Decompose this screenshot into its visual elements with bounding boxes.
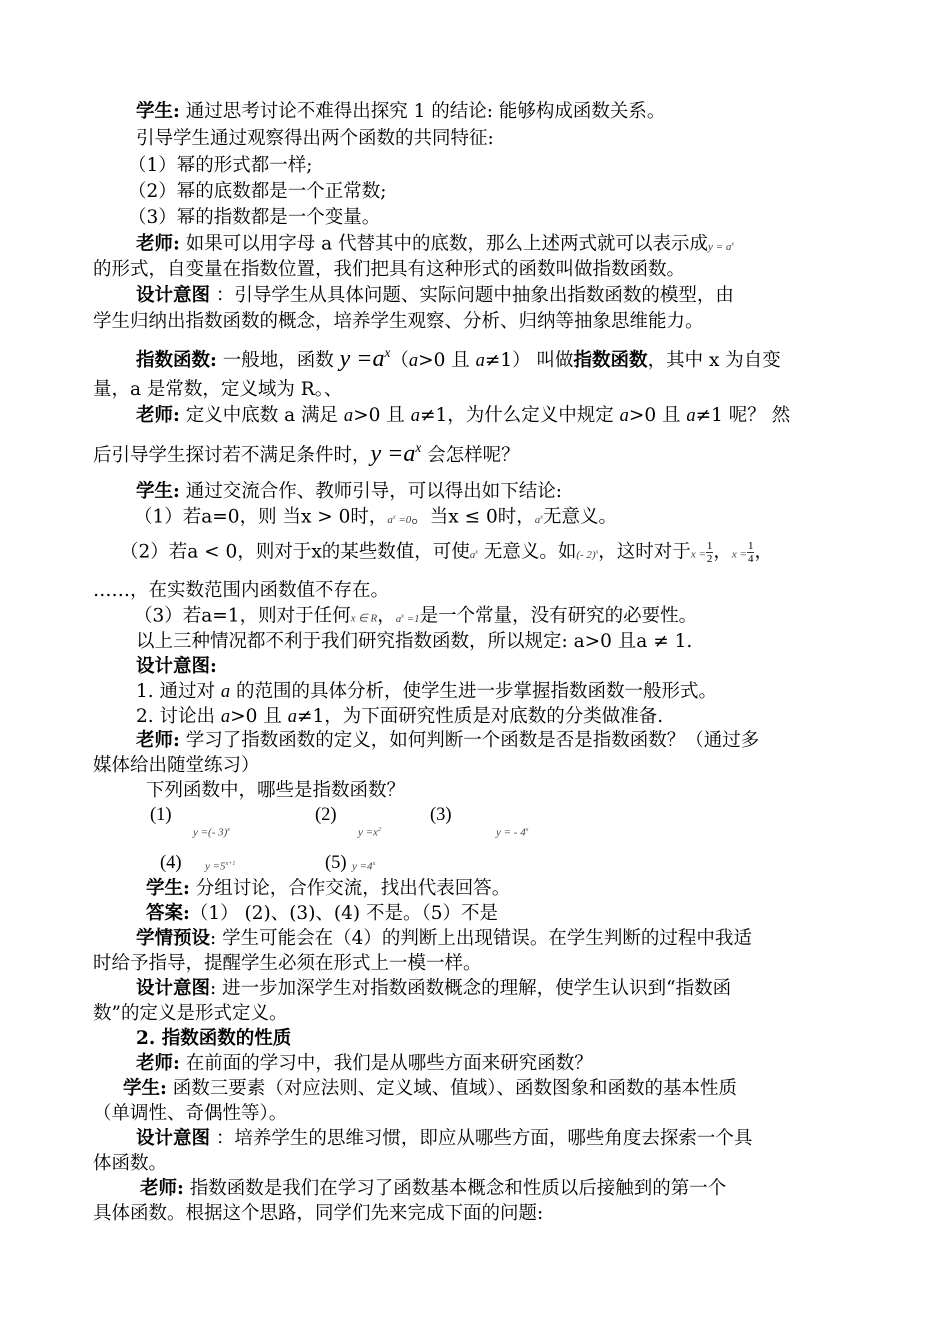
label: 指数函数:	[136, 350, 217, 371]
text-line: 以上三种情况都不利于我们研究指数函数，所以规定: a>0 且a ≠ 1.	[136, 631, 693, 652]
paragraph-teacher: 老师: 在前面的学习中，我们是从哪些方面来研究函数？	[136, 1053, 593, 1074]
section-heading: 2. 指数函数的性质	[136, 1028, 292, 1049]
text-line: 引导学生通过观察得出两个函数的共同特征:	[136, 128, 494, 149]
text-line: ……，在实数范围内函数值不存在。	[93, 580, 390, 601]
fraction: $\frac{1}{2}$	[706, 540, 713, 566]
text-line: 量，a 是常数，定义域为 R。、	[93, 379, 343, 400]
paragraph-teacher	[136, 232, 734, 259]
list-item: 1. 通过对 a 的范围的具体分析，使学生进一步掌握指数函数一般形式。	[136, 681, 718, 702]
paragraph-answer: 答案:（1） (2)、(3)、(4) 不是。（5）不是	[146, 903, 499, 924]
line-text: 通过思考讨论不难得出探究 1 的结论: 能够构成函数关系。	[179, 101, 666, 122]
speaker-label: 学生:	[136, 481, 180, 502]
paragraph-presupposition: 学情预设: 学生可能会在（4）的判断上出现错误。在学生判断的过程中我适	[136, 928, 752, 949]
text-line: 后引导学生探讨若不满足条件时，$y =a^x$ 会怎样呢？	[93, 440, 520, 467]
formula: $a^x =0$	[387, 513, 412, 526]
paragraph-student: 学生: 函数三要素（对应法则、定义域、值域）、函数图象和函数的基本性质	[123, 1078, 737, 1099]
formula: $y = a^x$	[708, 240, 735, 253]
line-text: ：引导学生从具体问题、实际问题中抽象出指数函数的模型，由	[210, 285, 734, 306]
formula: $a^x$	[534, 513, 543, 526]
exercise-number: (5)	[325, 853, 347, 873]
paragraph-teacher: 老师: 定义中底数 a 满足 a>0 且 a≠1，为什么定义中规定 a>0 且 a≠1 呢？ 然	[136, 405, 791, 426]
paragraph-student: 学生: 分组讨论，合作交流，找出代表回答。	[146, 878, 511, 899]
exercise-formula: $y =4^x$	[352, 860, 376, 873]
exercise-number: (4)	[160, 853, 182, 873]
paragraph-design-intent	[136, 284, 734, 308]
formula: $a^x$	[469, 548, 478, 561]
label: 学情预设	[136, 928, 211, 949]
exercise-number: (2)	[315, 805, 337, 825]
text-line: 下列函数中，哪些是指数函数？	[146, 780, 406, 801]
text-line: 媒体给出随堂练习）	[93, 755, 260, 776]
line-text: 如果可以用字母 a 代替其中的底数，那么上述两式就可以表示成	[179, 233, 709, 255]
label: 设计意图	[136, 978, 211, 999]
speaker-label: 老师:	[136, 1053, 180, 1074]
list-item: （3）幂的指数都是一个变量。	[128, 207, 381, 228]
paragraph-design-intent: 设计意图: 进一步加深学生对指数函数概念的理解，使学生认识到“指数函	[136, 978, 732, 999]
speaker-label: 学生:	[123, 1078, 167, 1099]
formula: $y =a^x$	[339, 345, 391, 372]
exercise-formula: y =(- 3)$^x$	[193, 826, 230, 839]
list-item: （2）幂的底数都是一个正常数;	[128, 181, 387, 202]
speaker-label: 学生:	[136, 101, 180, 122]
list-item: （1）幂的形式都一样;	[128, 155, 313, 176]
exercise-number: (1)	[150, 805, 172, 825]
text-line: （单调性、奇偶性等）。	[93, 1103, 288, 1124]
formula: $y =a^x$	[370, 440, 422, 467]
list-item: （3）若a=1，则对于任何x ∈ R，$a^x =1$是一个常量，没有研究的必要性。	[134, 605, 698, 627]
text-line: 具体函数。根据这个思路，同学们先来完成下面的问题:	[93, 1203, 544, 1224]
speaker-label: 老师:	[136, 233, 180, 255]
speaker-label: 老师:	[140, 1178, 184, 1199]
list-item: （2）若a < 0，则对于x的某些数值，可使$a^x$ 无意义。如(- 2)$^x$，这时对于x = $\frac{1}{2}$ ，x = $\frac{1}{4}$ ，	[120, 540, 773, 566]
text-line: 的形式，自变量在指数位置，我们把具有这种形式的函数叫做指数函数。	[93, 259, 686, 280]
label: 答案:	[146, 903, 190, 924]
speaker-label: 老师:	[136, 730, 180, 751]
paragraph-teacher: 老师: 指数函数是我们在学习了函数基本概念和性质以后接触到的第一个	[140, 1178, 727, 1199]
formula: (- 2)$^x$	[576, 548, 599, 561]
paragraph-design-intent: 设计意图 ：培养学生的思维习惯，即应从哪些方面，哪些角度去探索一个具	[136, 1128, 753, 1149]
paragraph-design-intent: 设计意图:	[136, 656, 217, 677]
exercise-formula: $y =5^{x+1}$	[205, 860, 236, 873]
speaker-label: 老师:	[136, 405, 180, 426]
fraction: $\frac{1}{4}$	[747, 540, 754, 566]
label: 设计意图	[136, 1128, 211, 1149]
list-item: 2. 讨论出 a>0 且 a≠1，为下面研究性质是对底数的分类做准备.	[136, 706, 664, 727]
text-line: 学生归纳出指数函数的概念，培养学生观察、分析、归纳等抽象思维能力。	[93, 311, 704, 332]
paragraph-student-conclusion	[136, 100, 665, 124]
speaker-label: 学生:	[146, 878, 190, 899]
label: 设计意图	[136, 285, 211, 306]
formula: $a^x =1$	[395, 612, 420, 625]
list-item: （1）若a=0，则 当x > 0时，$a^x =0$。当x ≤ 0时，$a^x$无意义。	[134, 506, 617, 528]
text-line: 时给予指导，提醒学生必须在形式上一模一样。	[93, 953, 482, 974]
text-line: 数”的定义是形式定义。	[93, 1003, 288, 1024]
paragraph-teacher: 老师: 学习了指数函数的定义，如何判断一个函数是否是指数函数？（通过多	[136, 730, 760, 751]
exercise-formula: y = - 4$^x$	[496, 826, 529, 839]
exercise-formula: $y =x^2$	[358, 826, 381, 839]
paragraph-definition: 指数函数: 一般地，函数 $y =a^x(a>0$ 且 a≠1） 叫做指数函数，其中 x 为自变	[136, 345, 781, 372]
paragraph-student: 学生: 通过交流合作、教师引导，可以得出如下结论:	[136, 481, 562, 502]
text-line: 体函数。	[93, 1153, 168, 1174]
exercise-number: (3)	[430, 805, 452, 825]
